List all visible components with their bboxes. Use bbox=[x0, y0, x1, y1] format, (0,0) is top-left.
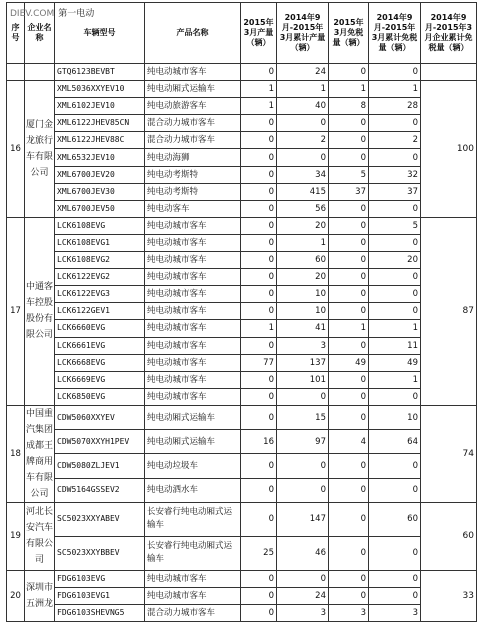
row-tax-mar: 0 bbox=[329, 234, 369, 251]
table-row bbox=[7, 454, 477, 478]
row-prod-mar: 0 bbox=[241, 388, 277, 405]
row-tax-cum: 2 bbox=[369, 132, 421, 149]
row-prod-cum: 0 bbox=[277, 115, 329, 132]
header-tax-total: 2014年9月-2015年3月企业累计免税量（辆） bbox=[421, 3, 477, 64]
row-prod-mar: 1 bbox=[241, 320, 277, 337]
row-tax-cum: 0 bbox=[369, 303, 421, 320]
row-prod-mar: 0 bbox=[241, 502, 277, 536]
row-prod-cum: 3 bbox=[277, 605, 329, 622]
row-model: FDG6103SHEVNG5 bbox=[55, 605, 145, 622]
row-tax-cum: 5 bbox=[369, 217, 421, 234]
row-tax-cum: 0 bbox=[369, 388, 421, 405]
row-prod-cum: 0 bbox=[277, 149, 329, 166]
row-product: 纯电动城市客车 bbox=[145, 252, 241, 269]
row-prod-mar: 0 bbox=[241, 115, 277, 132]
row-enterprise: 深圳市五洲龙 bbox=[25, 570, 55, 621]
row-prod-cum: 97 bbox=[277, 430, 329, 454]
table-row bbox=[7, 320, 477, 337]
row-prod-cum: 10 bbox=[277, 286, 329, 303]
row-tax-mar: 0 bbox=[329, 115, 369, 132]
row-product: 长安睿行纯电动厢式运输车 bbox=[145, 536, 241, 570]
row-prod-mar: 0 bbox=[241, 132, 277, 149]
row-prod-mar: 0 bbox=[241, 217, 277, 234]
header-product: 产品名称 bbox=[145, 3, 241, 64]
row-prod-cum: 147 bbox=[277, 502, 329, 536]
row-product: 纯电动城市客车 bbox=[145, 337, 241, 354]
table-row bbox=[7, 286, 477, 303]
row-prod-cum: 0 bbox=[277, 454, 329, 478]
header-model: 车辆型号 bbox=[55, 3, 145, 64]
row-model: SC5023XXYBBEV bbox=[55, 536, 145, 570]
row-product: 纯电动客车 bbox=[145, 200, 241, 217]
row-product: 混合动力城市客车 bbox=[145, 132, 241, 149]
row-prod-mar: 0 bbox=[241, 200, 277, 217]
table-row bbox=[7, 81, 477, 98]
row-tax-total: 87 bbox=[421, 217, 477, 405]
row-prod-cum: 0 bbox=[277, 388, 329, 405]
row-product: 纯电动城市客车 bbox=[145, 286, 241, 303]
row-model: FDG6103EVG1 bbox=[55, 587, 145, 604]
row-model: LCK6850EVG bbox=[55, 388, 145, 405]
row-model: LCK6668EVG bbox=[55, 354, 145, 371]
row-tax-cum: 32 bbox=[369, 166, 421, 183]
header-seq: 序号 bbox=[7, 3, 25, 64]
row-model: CDW5164GSSEV2 bbox=[55, 478, 145, 502]
row-tax-mar: 0 bbox=[329, 303, 369, 320]
row-model: LCK6669EVG bbox=[55, 371, 145, 388]
row-prod-mar: 0 bbox=[241, 166, 277, 183]
row-product: 混合动力城市客车 bbox=[145, 605, 241, 622]
row-tax-mar: 5 bbox=[329, 166, 369, 183]
row-seq: 16 bbox=[7, 81, 25, 218]
row-product: 纯电动旅游客车 bbox=[145, 98, 241, 115]
row-prod-mar: 1 bbox=[241, 81, 277, 98]
row-prod-mar: 0 bbox=[241, 183, 277, 200]
table-row bbox=[7, 478, 477, 502]
table-body bbox=[7, 64, 477, 622]
row-prod-cum: 415 bbox=[277, 183, 329, 200]
row-model: LCK6108EVG2 bbox=[55, 252, 145, 269]
table-row bbox=[7, 234, 477, 251]
row-product: 纯电动城市客车 bbox=[145, 303, 241, 320]
table-row bbox=[7, 217, 477, 234]
row-prod-mar: 0 bbox=[241, 454, 277, 478]
row-tax-cum: 28 bbox=[369, 98, 421, 115]
row-tax-mar: 0 bbox=[329, 536, 369, 570]
row-model: LCK6108EVG bbox=[55, 217, 145, 234]
row-tax-cum: 11 bbox=[369, 337, 421, 354]
row-tax-mar: 0 bbox=[329, 252, 369, 269]
row-model: CDW5080ZLJEV1 bbox=[55, 454, 145, 478]
table-row bbox=[7, 536, 477, 570]
row-product: 纯电动城市客车 bbox=[145, 587, 241, 604]
table-row bbox=[7, 115, 477, 132]
watermark bbox=[10, 6, 94, 19]
row-product: 纯电动厢式运输车 bbox=[145, 405, 241, 429]
watermark-site: DIEV.COM bbox=[10, 9, 55, 19]
row-tax-cum: 0 bbox=[369, 536, 421, 570]
row-tax-cum: 0 bbox=[369, 286, 421, 303]
row-prod-cum: 137 bbox=[277, 354, 329, 371]
row-product: 纯电动城市客车 bbox=[145, 269, 241, 286]
row-product: 纯电动城市客车 bbox=[145, 320, 241, 337]
row-prod-mar: 0 bbox=[241, 252, 277, 269]
row-tax-mar: 0 bbox=[329, 478, 369, 502]
row-tax-mar: 8 bbox=[329, 98, 369, 115]
row-prod-mar: 0 bbox=[241, 587, 277, 604]
row-tax-mar: 0 bbox=[329, 570, 369, 587]
row-prod-cum: 2 bbox=[277, 132, 329, 149]
row-tax-cum: 64 bbox=[369, 430, 421, 454]
row-model: XML5036XXYEV10 bbox=[55, 81, 145, 98]
row-model: XML6532JEV10 bbox=[55, 149, 145, 166]
table-row bbox=[7, 337, 477, 354]
row-model: XML6700JEV30 bbox=[55, 183, 145, 200]
table-row bbox=[7, 252, 477, 269]
table-row bbox=[7, 502, 477, 536]
row-enterprise: 河北长安汽车有限公司 bbox=[25, 502, 55, 570]
row-prod-mar: 77 bbox=[241, 354, 277, 371]
row-product: 纯电动城市客车 bbox=[145, 64, 241, 81]
row-tax-mar: 4 bbox=[329, 430, 369, 454]
row-tax-cum: 37 bbox=[369, 183, 421, 200]
row-model: LCK6122GEV1 bbox=[55, 303, 145, 320]
row-model: XML6700JEV50 bbox=[55, 200, 145, 217]
header-tax-mar: 2015年3月免税量（辆） bbox=[329, 3, 369, 64]
row-prod-cum: 24 bbox=[277, 64, 329, 81]
row-prod-cum: 0 bbox=[277, 478, 329, 502]
row-tax-cum: 1 bbox=[369, 81, 421, 98]
row-tax-cum: 0 bbox=[369, 149, 421, 166]
row-prod-mar: 0 bbox=[241, 303, 277, 320]
header-prod-mar: 2015年3月产量（辆） bbox=[241, 3, 277, 64]
row-tax-cum: 3 bbox=[369, 605, 421, 622]
table-row bbox=[7, 605, 477, 622]
row-model: CDW5060XXYEV bbox=[55, 405, 145, 429]
row-product: 纯电动城市客车 bbox=[145, 570, 241, 587]
table-row bbox=[7, 166, 477, 183]
row-prod-cum: 60 bbox=[277, 252, 329, 269]
row-prod-cum: 46 bbox=[277, 536, 329, 570]
row-tax-total: 60 bbox=[421, 502, 477, 570]
row-tax-mar: 0 bbox=[329, 405, 369, 429]
row-model: XML6102JEV10 bbox=[55, 98, 145, 115]
row-prod-cum: 34 bbox=[277, 166, 329, 183]
row-product: 纯电动城市客车 bbox=[145, 354, 241, 371]
tax-exemption-table bbox=[6, 2, 477, 622]
row-model: LCK6108EVG1 bbox=[55, 234, 145, 251]
row-prod-mar: 25 bbox=[241, 536, 277, 570]
row-tax-cum: 0 bbox=[369, 200, 421, 217]
row-tax-cum: 60 bbox=[369, 502, 421, 536]
row-seq: 20 bbox=[7, 570, 25, 621]
row-tax-cum: 0 bbox=[369, 454, 421, 478]
row-tax-mar: 1 bbox=[329, 320, 369, 337]
table-row bbox=[7, 303, 477, 320]
row-tax-mar: 0 bbox=[329, 132, 369, 149]
row-model: LCK6661EVG bbox=[55, 337, 145, 354]
row-enterprise: 中通客车控股股份有限公司 bbox=[25, 217, 55, 405]
row-prod-mar: 0 bbox=[241, 149, 277, 166]
row-model: SC5023XXYABEV bbox=[55, 502, 145, 536]
row-product: 长安睿行纯电动厢式运输车 bbox=[145, 502, 241, 536]
row-seq: 17 bbox=[7, 217, 25, 405]
row-prod-mar: 0 bbox=[241, 605, 277, 622]
row-tax-total: 100 bbox=[421, 81, 477, 218]
row-model: LCK6660EVG bbox=[55, 320, 145, 337]
row-product: 纯电动城市客车 bbox=[145, 371, 241, 388]
row-prod-mar: 0 bbox=[241, 371, 277, 388]
header-prod-cum: 2014年9月-2015年3月累计产量（辆） bbox=[277, 3, 329, 64]
table-row bbox=[7, 200, 477, 217]
row-tax-cum: 1 bbox=[369, 371, 421, 388]
row-product: 纯电动考斯特 bbox=[145, 166, 241, 183]
row-product: 纯电动城市客车 bbox=[145, 217, 241, 234]
row-tax-cum: 0 bbox=[369, 234, 421, 251]
row-prod-mar: 0 bbox=[241, 286, 277, 303]
row-product: 混合动力城市客车 bbox=[145, 115, 241, 132]
row-prod-cum: 20 bbox=[277, 269, 329, 286]
row-enterprise: 中国重汽集团成都王牌商用车有限公司 bbox=[25, 405, 55, 502]
row-prod-mar: 0 bbox=[241, 405, 277, 429]
row-model: XML6700JEV20 bbox=[55, 166, 145, 183]
row-tax-mar: 49 bbox=[329, 354, 369, 371]
table-row bbox=[7, 132, 477, 149]
row-prod-mar: 0 bbox=[241, 234, 277, 251]
row-prod-cum: 3 bbox=[277, 337, 329, 354]
row-model: XML6122JHEV88C bbox=[55, 132, 145, 149]
row-prod-cum: 101 bbox=[277, 371, 329, 388]
row-model: FDG6103EVG bbox=[55, 570, 145, 587]
row-tax-cum: 1 bbox=[369, 320, 421, 337]
table-row bbox=[7, 354, 477, 371]
table-row bbox=[7, 98, 477, 115]
row-model: XML6122JHEV85CN bbox=[55, 115, 145, 132]
row-prod-mar: 0 bbox=[241, 570, 277, 587]
row-tax-cum: 10 bbox=[369, 405, 421, 429]
row-prod-mar: 0 bbox=[241, 269, 277, 286]
row-tax-mar: 0 bbox=[329, 587, 369, 604]
row-product: 纯电动厢式运输车 bbox=[145, 81, 241, 98]
row-tax-mar: 0 bbox=[329, 371, 369, 388]
row-prod-mar: 0 bbox=[241, 64, 277, 81]
row-prod-cum: 24 bbox=[277, 587, 329, 604]
row-seq bbox=[7, 64, 25, 81]
row-model: CDW5070XXYH1PEV bbox=[55, 430, 145, 454]
table-row bbox=[7, 430, 477, 454]
row-prod-mar: 16 bbox=[241, 430, 277, 454]
row-tax-total bbox=[421, 64, 477, 81]
row-prod-cum: 40 bbox=[277, 98, 329, 115]
row-tax-mar: 3 bbox=[329, 605, 369, 622]
row-tax-mar: 0 bbox=[329, 502, 369, 536]
row-prod-cum: 15 bbox=[277, 405, 329, 429]
table-row bbox=[7, 371, 477, 388]
row-tax-mar: 0 bbox=[329, 200, 369, 217]
row-tax-mar: 0 bbox=[329, 269, 369, 286]
row-product: 纯电动城市客车 bbox=[145, 234, 241, 251]
row-prod-cum: 56 bbox=[277, 200, 329, 217]
row-prod-mar: 0 bbox=[241, 478, 277, 502]
row-product: 纯电动海狮 bbox=[145, 149, 241, 166]
table-row bbox=[7, 149, 477, 166]
row-prod-cum: 10 bbox=[277, 303, 329, 320]
row-tax-cum: 0 bbox=[369, 478, 421, 502]
table-row bbox=[7, 587, 477, 604]
row-prod-mar: 1 bbox=[241, 98, 277, 115]
row-enterprise bbox=[25, 64, 55, 81]
row-product: 纯电动垃圾车 bbox=[145, 454, 241, 478]
row-tax-mar: 0 bbox=[329, 337, 369, 354]
table-row bbox=[7, 64, 477, 81]
row-product: 纯电动城市客车 bbox=[145, 388, 241, 405]
row-model: LCK6122EVG3 bbox=[55, 286, 145, 303]
header-tax-cum: 2014年9月-2015年3月累计免税量（辆） bbox=[369, 3, 421, 64]
row-model: LCK6122EVG2 bbox=[55, 269, 145, 286]
row-tax-mar: 0 bbox=[329, 149, 369, 166]
row-product: 纯电动考斯特 bbox=[145, 183, 241, 200]
row-prod-cum: 20 bbox=[277, 217, 329, 234]
row-prod-cum: 1 bbox=[277, 81, 329, 98]
row-product: 纯电动洒水车 bbox=[145, 478, 241, 502]
row-prod-cum: 0 bbox=[277, 570, 329, 587]
row-tax-cum: 0 bbox=[369, 269, 421, 286]
table-row bbox=[7, 183, 477, 200]
row-tax-cum: 0 bbox=[369, 115, 421, 132]
row-tax-mar: 37 bbox=[329, 183, 369, 200]
row-tax-cum: 0 bbox=[369, 64, 421, 81]
row-prod-cum: 1 bbox=[277, 234, 329, 251]
watermark-tag: 第一电动 bbox=[58, 9, 95, 19]
row-tax-total: 74 bbox=[421, 405, 477, 502]
row-product: 纯电动厢式运输车 bbox=[145, 430, 241, 454]
row-tax-cum: 0 bbox=[369, 570, 421, 587]
row-seq: 19 bbox=[7, 502, 25, 570]
row-enterprise: 厦门金龙旅行车有限公司 bbox=[25, 81, 55, 218]
table-row bbox=[7, 570, 477, 587]
row-tax-mar: 0 bbox=[329, 454, 369, 478]
row-tax-mar: 1 bbox=[329, 81, 369, 98]
row-tax-mar: 0 bbox=[329, 64, 369, 81]
table-row bbox=[7, 269, 477, 286]
row-tax-cum: 49 bbox=[369, 354, 421, 371]
row-model: GTQ6123BEVBT bbox=[55, 64, 145, 81]
header-enterprise: 企业名称 bbox=[25, 3, 55, 64]
row-tax-cum: 20 bbox=[369, 252, 421, 269]
row-tax-total: 33 bbox=[421, 570, 477, 621]
table-row bbox=[7, 388, 477, 405]
table-row bbox=[7, 405, 477, 429]
row-tax-mar: 0 bbox=[329, 217, 369, 234]
row-tax-mar: 0 bbox=[329, 286, 369, 303]
row-prod-mar: 0 bbox=[241, 337, 277, 354]
row-seq: 18 bbox=[7, 405, 25, 502]
row-tax-mar: 0 bbox=[329, 388, 369, 405]
row-prod-cum: 41 bbox=[277, 320, 329, 337]
row-tax-cum: 0 bbox=[369, 587, 421, 604]
